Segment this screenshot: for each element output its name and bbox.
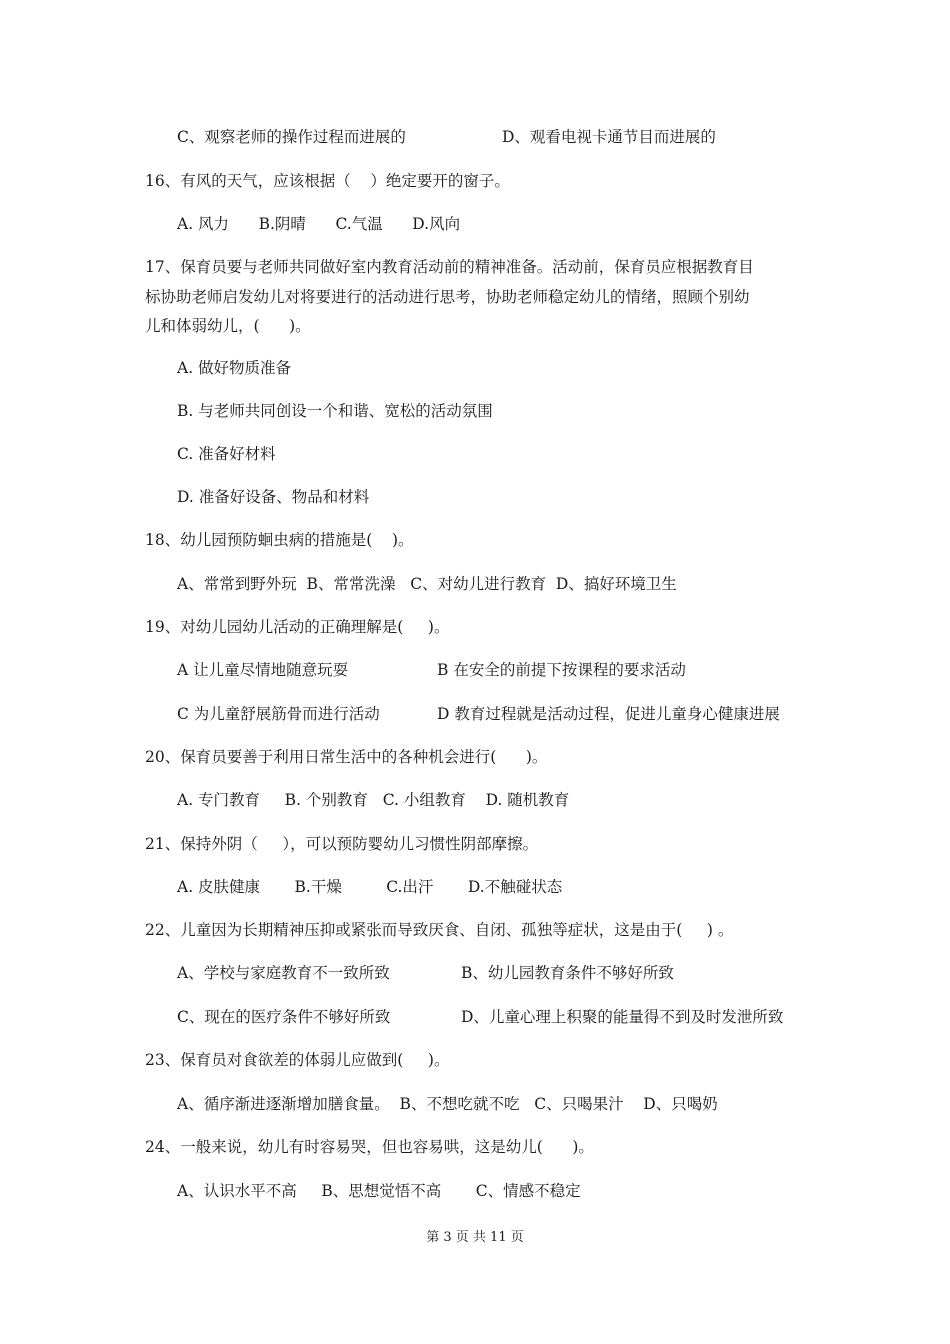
question-23: 23、保育员对食欲差的体弱儿应做到( )。 bbox=[145, 1051, 450, 1069]
q15-option-d: D、观看电视卡通节目而进展的 bbox=[502, 128, 716, 146]
question-18: 18、幼儿园预防蛔虫病的措施是( )。 bbox=[145, 531, 414, 549]
question-20-options: A. 专门教育 B. 个别教育 C. 小组教育 D. 随机教育 bbox=[177, 791, 570, 809]
question-22: 22、儿童因为长期精神压抑或紧张而导致厌食、自闭、孤独等症状，这是由于( ) 。 bbox=[145, 921, 734, 939]
question-17-line-2: 标协助老师启发幼儿对将要进行的活动进行思考，协助老师稳定幼儿的情绪，照顾个别幼 bbox=[145, 288, 750, 306]
question-24-options: A、认识水平不高 B、思想觉悟不高 C、情感不稳定 bbox=[177, 1182, 581, 1200]
question-22-option-c: C、现在的医疗条件不够好所致 bbox=[177, 1008, 391, 1026]
question-17-option-b: B. 与老师共同创设一个和谐、宽松的活动氛围 bbox=[177, 402, 493, 420]
page-footer: 第 3 页 共 11 页 bbox=[426, 1230, 524, 1245]
question-22-option-b: B、幼儿园教育条件不够好所致 bbox=[461, 964, 674, 982]
question-19-option-c: C 为儿童舒展筋骨而进行活动 bbox=[177, 705, 380, 723]
question-23-options: A、循序渐进逐渐增加膳食量。 B、不想吃就不吃 C、只喝果汁 D、只喝奶 bbox=[177, 1095, 718, 1113]
question-17-option-a: A. 做好物质准备 bbox=[177, 359, 292, 377]
question-21-options: A. 皮肤健康 B.干燥 C.出汗 D.不触碰状态 bbox=[177, 878, 563, 896]
question-24: 24、一般来说，幼儿有时容易哭，但也容易哄，这是幼儿( )。 bbox=[145, 1138, 594, 1156]
question-22-option-a: A、学校与家庭教育不一致所致 bbox=[177, 964, 390, 982]
question-22-option-d: D、儿童心理上积聚的能量得不到及时发泄所致 bbox=[461, 1008, 784, 1026]
question-19-option-a: A 让儿童尽情地随意玩耍 bbox=[177, 661, 349, 679]
question-21: 21、保持外阴（ ），可以预防婴幼儿习惯性阴部摩擦。 bbox=[145, 835, 539, 853]
question-17-option-d: D. 准备好设备、物品和材料 bbox=[177, 488, 370, 506]
question-19-option-d: D 教育过程就是活动过程，促进儿童身心健康进展 bbox=[437, 705, 780, 723]
question-19: 19、对幼儿园幼儿活动的正确理解是( )。 bbox=[145, 618, 450, 636]
question-18-options: A、常常到野外玩 B、常常洗澡 C、对幼儿进行教育 D、搞好环境卫生 bbox=[177, 575, 677, 593]
question-16: 16、有风的天气，应该根据（ ）绝定要开的窗子。 bbox=[145, 172, 510, 190]
question-16-options: A. 风力 B.阴晴 C.气温 D.风向 bbox=[177, 215, 461, 233]
question-19-option-b: B 在安全的前提下按课程的要求活动 bbox=[437, 661, 686, 679]
q15-option-c: C、观察老师的操作过程而进展的 bbox=[177, 128, 406, 146]
question-17-line-1: 17、保育员要与老师共同做好室内教育活动前的精神准备。活动前，保育员应根据教育目 bbox=[145, 258, 754, 276]
question-17-option-c: C. 准备好材料 bbox=[177, 445, 276, 463]
question-20: 20、保育员要善于利用日常生活中的各种机会进行( )。 bbox=[145, 748, 548, 766]
question-17-line-3: 儿和体弱幼儿，( )。 bbox=[145, 317, 311, 335]
